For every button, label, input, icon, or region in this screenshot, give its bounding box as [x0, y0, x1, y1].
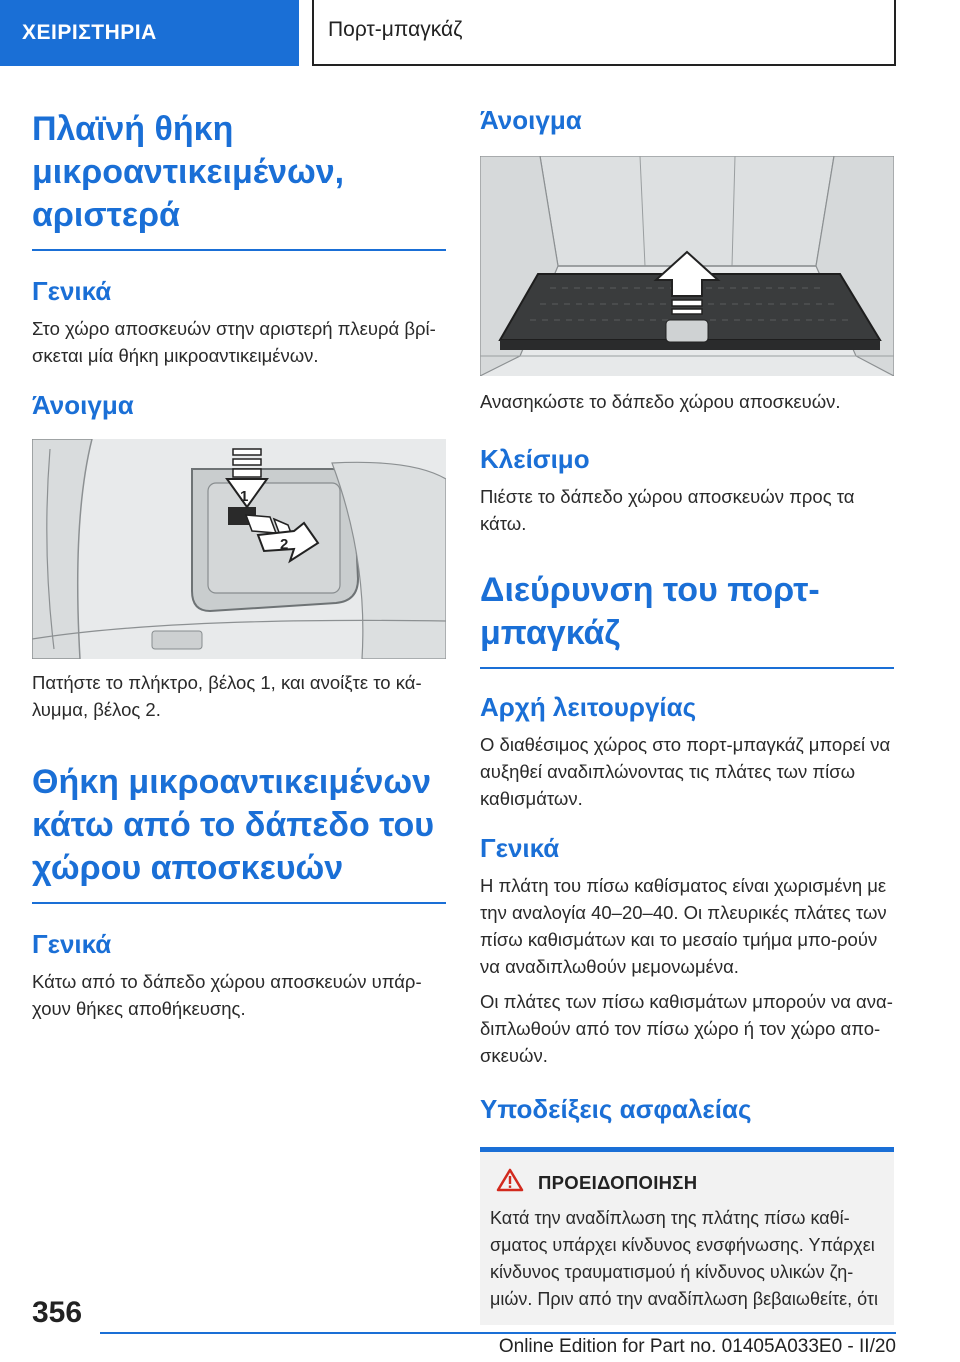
warning-box — [480, 1152, 894, 1325]
heading-closing: Κλείσιμο — [480, 444, 590, 474]
heading-underfloor-compartment: Θήκη μικροαντικειμένων κάτω από το δάπεδο του χώρου αποσκευών — [32, 761, 446, 904]
heading-opening: Άνοιγμα — [32, 390, 134, 420]
figure-caption: Πατήστε το πλήκτρο, βέλος 1, και ανοίξτε το κά-λυμμα, βέλος 2. — [32, 672, 422, 720]
left-column — [32, 96, 446, 1022]
heading-general: Γενικά — [480, 833, 560, 863]
footer-edition[interactable]: Online Edition for Part no. 01405A033E0 - II/20 — [498, 1336, 896, 1357]
heading-expand-cargo: Διεύρυνση του πορτ-μπαγκάζ — [480, 569, 894, 669]
section-tab[interactable]: ΧΕΙΡΙΣΤΗΡΙΑ — [0, 0, 299, 66]
principle-text: Ο διαθέσιμος χώρος στο πορτ-μπαγκάζ μπορεί να αυξηθεί αναδιπλώνοντας τις πλάτες των πίσω καθισμάτων. — [480, 734, 891, 809]
warning-title: ΠΡΟΕΙΔΟΠΟΙΗΣΗ — [538, 1171, 698, 1193]
heading-general: Γενικά — [32, 929, 112, 959]
heading-side-compartment: Πλαϊνή θήκη μικροαντικειμένων, αριστερά — [32, 108, 446, 251]
heading-principle: Αρχή λειτουργίας — [480, 692, 697, 722]
right-column — [480, 96, 894, 1325]
cargo-floor-figure — [480, 156, 894, 376]
closing-text: Πιέστε το δάπεδο χώρου αποσκευών προς τα κάτω. — [480, 486, 855, 534]
arrow-2-label: 2 — [280, 536, 289, 553]
footer-rule — [100, 1332, 896, 1334]
chapter-title: Πορτ-μπαγκάζ — [312, 0, 896, 66]
general-text: Κάτω από το δάπεδο χώρου αποσκευών υπάρ-χουν θήκες αποθήκευσης. — [32, 971, 422, 1019]
figure-caption: Ανασηκώστε το δάπεδο χώρου αποσκευών. — [480, 391, 841, 412]
heading-opening: Άνοιγμα — [480, 105, 582, 135]
heading-safety: Υποδείξεις ασφαλείας — [480, 1094, 752, 1124]
warning-triangle-icon — [496, 1168, 524, 1197]
warning-text: Κατά την αναδίπλωση της πλάτης πίσω καθί-σματος υπάρχει κίνδυνος ενσφήνωσης. Υπάρχει κίνδυνος τραυματισμού ή κίνδυνος υλικών ζη-μιών. Πριν από την αναδίπλωση βεβαιωθείτε, ότι — [490, 1208, 879, 1309]
arrow-1-label: 1 — [240, 488, 249, 505]
page-header — [0, 0, 960, 66]
general-text-1: Η πλάτη του πίσω καθίσματος είναι χωρισμένη με την αναλογία 40–20–40. Οι πλευρικές πλάτες των πίσω καθισμάτων και το μεσαίο τμήμα μπο-ρούν να αναδιπλωθούν μεμονωμένα. — [480, 875, 887, 977]
page-number: 356 — [32, 1296, 83, 1329]
general-text: Στο χώρο αποσκευών στην αριστερή πλευρά βρί-σκεται μία θήκη μικροαντικειμένων. — [32, 318, 436, 366]
heading-general: Γενικά — [32, 276, 112, 306]
side-compartment-figure — [32, 439, 446, 659]
general-text-2: Οι πλάτες των πίσω καθισμάτων μπορούν να ανα-διπλωθούν από τον πίσω χώρο ή τον χώρο απο-σκευών. — [480, 991, 893, 1066]
